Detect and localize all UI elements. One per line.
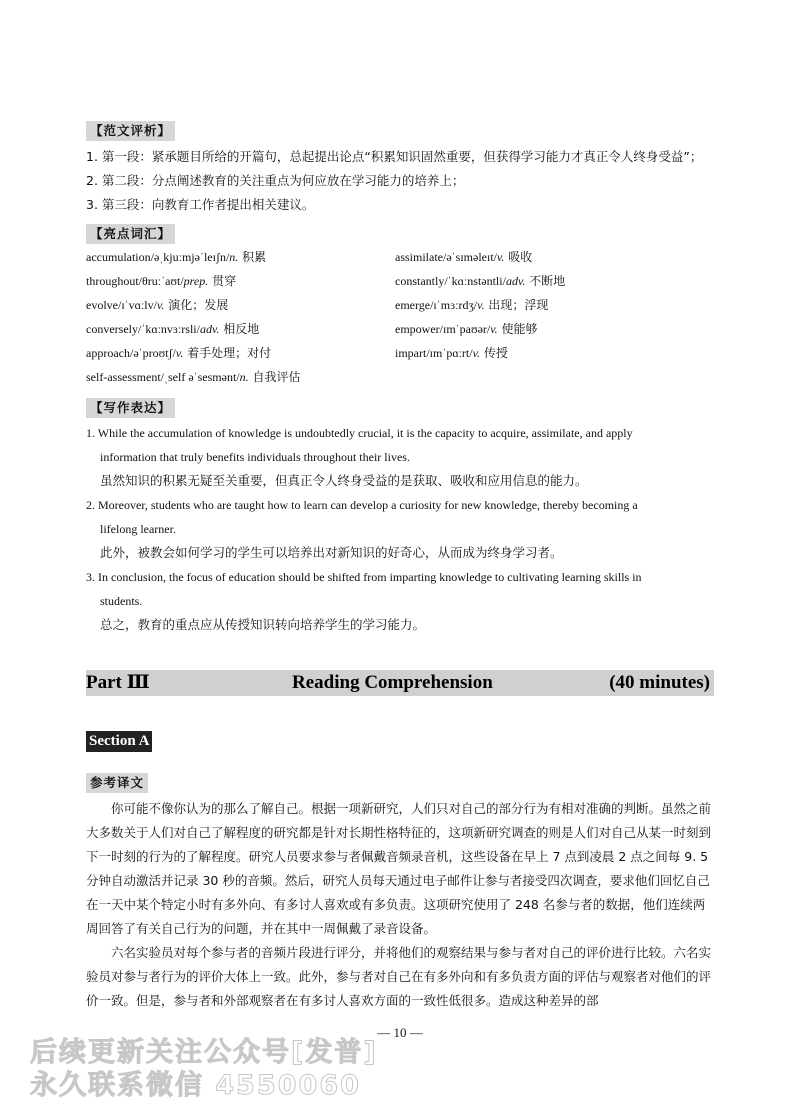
section-tag-translation: 参考译文 (86, 773, 148, 793)
vocab-entry (86, 368, 300, 386)
expression-3-cn: 总之，教育的重点应从传授知识转向培养学生的学习能力。 (100, 617, 426, 632)
vocab-meaning: 自我评估 (252, 370, 301, 384)
vocab-meaning: 不断地 (529, 274, 566, 288)
vocab-meaning: 相反地 (223, 322, 260, 336)
vocab-ipa: /ˌself əˈsesmənt/ (160, 370, 240, 384)
vocab-pos: v. (496, 250, 505, 264)
vocab-entry (395, 272, 565, 290)
vocab-pos: v. (472, 346, 481, 360)
part-header-bar (86, 670, 714, 696)
vocab-entry (86, 272, 236, 290)
part-label: Part Ⅲ (86, 672, 150, 693)
vocab-meaning: 演化；发展 (168, 298, 229, 312)
vocab-word: assimilate (395, 250, 443, 264)
page-number: — 10 — (377, 1025, 423, 1040)
vocab-pos: prep. (183, 274, 209, 288)
section-tag-expressions: 【写作表达】 (86, 398, 175, 418)
vocab-entry (395, 344, 508, 362)
expression-2-en-line1: 2. Moreover, students who are taught how to learn can develop a curiosity for new knowledge, thereby becoming a (86, 498, 638, 512)
analysis-item-2: 2. 第二段：分点阐述教育的关注重点为何应放在学习能力的培养上； (86, 173, 465, 188)
expression-2-cn: 此外，被教会如何学习的学生可以培养出对新知识的好奇心，从而成为终身学习者。 (100, 545, 563, 560)
vocab-meaning: 使能够 (501, 322, 538, 336)
vocab-entry (395, 248, 532, 266)
vocab-meaning: 传授 (483, 346, 508, 360)
vocab-ipa: /ˈkɑːnstəntli/ (444, 274, 506, 288)
section-a-label: Section A (86, 731, 152, 752)
vocab-word: evolve (86, 298, 118, 312)
vocab-pos: v. (490, 322, 498, 336)
watermark-line-2: 永久联系微信 4550060 (30, 1070, 361, 1101)
vocab-entry (86, 248, 266, 266)
vocab-meaning: 着手处理；对付 (187, 346, 272, 360)
section-tag-analysis: 【范文评析】 (86, 121, 175, 141)
expression-1-en-line2: information that truly benefits individuals throughout their lives. (100, 450, 410, 464)
vocab-meaning: 出现；浮现 (488, 298, 549, 312)
vocab-meaning: 吸收 (508, 250, 533, 264)
analysis-item-3: 3. 第三段：向教育工作者提出相关建议。 (86, 197, 315, 212)
vocab-entry (86, 296, 228, 314)
part-time: (40 minutes) (609, 672, 710, 693)
vocab-pos: adv. (505, 274, 526, 288)
vocab-ipa: /əˌkjuːmjəˈleɪʃn/ (150, 250, 230, 264)
vocab-ipa: /θruːˈaʊt/ (138, 274, 184, 288)
vocab-entry (395, 296, 548, 314)
vocab-pos: v. (156, 298, 165, 312)
vocab-pos: adv. (199, 322, 220, 336)
vocab-ipa: /əˈsɪməleɪt/ (443, 250, 497, 264)
vocab-pos: n. (239, 370, 249, 384)
expression-1-cn: 虽然知识的积累无疑至关重要，但真正令人终身受益的是获取、吸收和应用信息的能力。 (100, 473, 588, 488)
vocab-entry (86, 320, 259, 338)
vocab-meaning: 贯穿 (212, 274, 237, 288)
vocab-ipa: /ɪˈmɜːrdʒ/ (430, 298, 478, 312)
vocab-word: impart (395, 346, 427, 360)
vocab-word: throughout (86, 274, 139, 288)
expression-1-en-line1: 1. While the accumulation of knowledge is undoubtedly crucial, it is the capacity to acquire, assimilate, and apply (86, 426, 633, 440)
vocab-pos: n. (229, 250, 239, 264)
vocab-ipa: /ɪˈvɑːlv/ (118, 298, 157, 312)
section-tag-vocabulary: 【亮点词汇】 (86, 224, 175, 244)
translation-paragraph-2: 六名实验员对每个参与者的音频片段进行评分，并将他们的观察结果与参与者对自己的评价进行比较。六名实验员对参与者行为的评价大体上一致。此外，参与者对自己在有多外向和有多负责方面的评估与观察者对他们的评价一致。但是，参与者和外部观察者在有多讨人喜欢方面的一致性低很多。造成这种差异的部 (86, 945, 712, 1008)
vocab-word: self-assessment (86, 370, 161, 384)
vocab-entry (395, 320, 538, 338)
vocab-pos: v. (175, 346, 184, 360)
translation-paragraph-1: 你可能不像你认为的那么了解自己。根据一项新研究，人们只对自己的部分行为有相对准确的判断。虽然之前大多数关于人们对自己了解程度的研究都是针对长期性格特征的，这项新研究调查的则是人们对自己从某一时刻到下一时刻的行为的了解程度。研究人员要求参与者佩戴音频录音机，这些设备在早上 7 点到凌晨 2 点之间每 9. 5 分钟自动激活并记录 30 秒的音频。然后，研究人员每天通过电子邮件让参与者接受四次调查，要求他们回忆自己在一天中某个特定小时有多外向、有多讨人喜欢或有多负责。这项研究使用了 248 名参与者的数据，他们连续两周回答了有关自己行为的问题，并在其中一周佩戴了录音设备。 (86, 801, 712, 936)
watermark-line-1: 后续更新关注公众号[发普] (30, 1037, 378, 1068)
vocab-word: approach (86, 346, 130, 360)
vocab-ipa: /ɪmˈpɑːrt/ (426, 346, 473, 360)
vocab-word: conversely (86, 322, 138, 336)
vocab-word: emerge (395, 298, 431, 312)
vocab-entry (86, 344, 271, 362)
vocab-ipa: /əˈproʊtʃ/ (129, 346, 176, 360)
part-title: Reading Comprehension (292, 672, 493, 693)
vocab-ipa: /ˈkɑːnvɜːrsli/ (137, 322, 200, 336)
vocab-meaning: 积累 (242, 250, 267, 264)
vocab-word: empower (395, 322, 440, 336)
expression-2-en-line2: lifelong learner. (100, 522, 176, 536)
vocab-ipa: /ɪmˈpaʊər/ (439, 322, 491, 336)
analysis-item-1: 1. 第一段：紧承题目所给的开篇句，总起提出论点“积累知识固然重要，但获得学习能力才真正令人终身受益”； (86, 149, 703, 164)
expression-3-en-line1: 3. In conclusion, the focus of education should be shifted from imparting knowledge to cultivating learning skills in (86, 570, 642, 584)
vocab-word: accumulation (86, 250, 151, 264)
vocab-pos: v. (477, 298, 485, 312)
vocab-word: constantly (395, 274, 445, 288)
expression-3-en-line2: students. (100, 594, 143, 608)
